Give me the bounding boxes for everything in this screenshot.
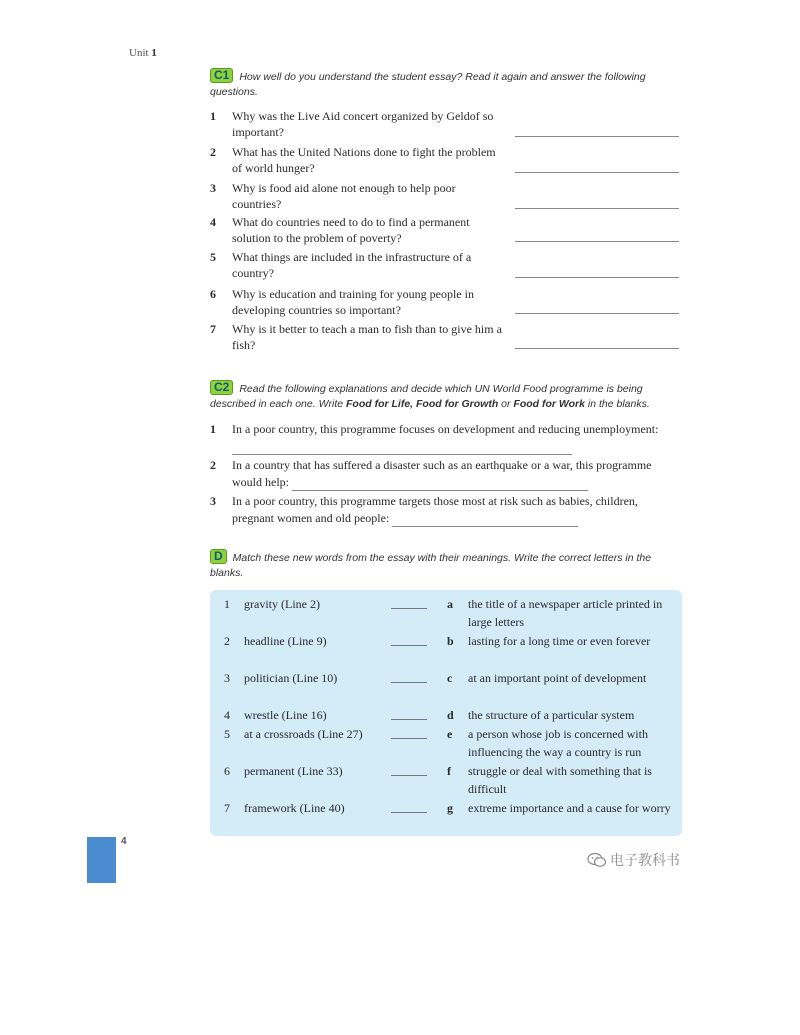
word-number: 7 — [224, 801, 230, 815]
c2-item — [210, 493, 680, 529]
letter-blank[interactable] — [391, 682, 427, 683]
word-term: wrestle (Line 16) — [244, 708, 327, 722]
item-text: In a poor country, this programme targets those most at risk such as babies, children, pregnant women and old people: — [232, 494, 638, 525]
c2-item — [210, 421, 680, 457]
word-number: 3 — [224, 671, 230, 685]
d-badge: D — [210, 549, 227, 564]
question-number: 3 — [210, 181, 216, 195]
letter-blank[interactable] — [391, 812, 427, 813]
meaning-text: extreme importance and a cause for worry — [468, 801, 671, 815]
question-text: Why was the Live Aid concert organized by Geldof so important? — [232, 109, 494, 139]
unit-number: 1 — [151, 47, 157, 59]
c1-instruction-text: How well do you understand the student essay? Read it again and answer the following questions. — [210, 71, 646, 98]
question-number: 7 — [210, 322, 216, 336]
word-number: 5 — [224, 727, 230, 741]
question-text: What has the United Nations done to fight the problem of world hunger? — [232, 145, 496, 175]
word-term: framework (Line 40) — [244, 801, 345, 815]
question-text: What do countries need to do to find a permanent solution to the problem of poverty? — [232, 215, 470, 245]
word-term: politician (Line 10) — [244, 671, 338, 685]
unit-header — [129, 47, 157, 59]
question-text: What things are included in the infrastructure of a country? — [232, 250, 472, 280]
c2-instruction — [210, 380, 682, 412]
answer-blank[interactable] — [292, 478, 588, 491]
item-text: In a poor country, this programme focuses on development and reducing unemployment: — [232, 422, 659, 436]
meaning-text: lasting for a long time or even forever — [468, 634, 651, 648]
answer-line[interactable] — [515, 172, 679, 173]
watermark — [587, 850, 680, 870]
c1-question — [210, 108, 680, 142]
c1-question — [210, 286, 680, 320]
letter-blank[interactable] — [391, 775, 427, 776]
page-tab — [87, 837, 116, 883]
answer-line[interactable] — [515, 241, 679, 242]
d-instruction-text: Match these new words from the essay with their meanings. Write the correct letters in the blanks. — [210, 552, 652, 579]
word-number: 1 — [224, 597, 230, 611]
meaning-letter: e — [447, 727, 453, 741]
wechat-icon — [587, 852, 607, 868]
question-number: 5 — [210, 250, 216, 264]
meaning-letter: a — [447, 597, 453, 611]
item-number: 3 — [210, 494, 216, 508]
c2-instruction-tail: in the blanks. — [584, 398, 650, 410]
c2-instruction-connector: or — [498, 398, 514, 410]
watermark-text: 电子教科书 — [610, 853, 680, 869]
letter-blank[interactable] — [391, 608, 427, 609]
meaning-text: the title of a newspaper article printed in large letters — [468, 597, 663, 629]
answer-blank[interactable] — [232, 442, 572, 455]
question-number: 6 — [210, 287, 216, 301]
question-text: Why is education and training for young people in developing countries so important? — [232, 287, 474, 317]
meaning-text: at an important point of development — [468, 671, 647, 685]
word-term: headline (Line 9) — [244, 634, 327, 648]
answer-line[interactable] — [515, 313, 679, 314]
meaning-text: a person whose job is concerned with influencing the way a country is run — [468, 727, 648, 759]
page-number: 4 — [121, 836, 127, 847]
meaning-letter: c — [447, 671, 453, 685]
meaning-letter: g — [447, 801, 453, 815]
c1-question — [210, 214, 680, 248]
c2-instruction-text: Read the following explanations and decide which UN World Food programme is being described in each one. Write — [210, 383, 643, 410]
option-food-for-growth: Food for Growth — [416, 398, 499, 410]
c2-item — [210, 457, 680, 493]
meaning-letter: d — [447, 708, 454, 722]
question-text: Why is food aid alone not enough to help poor countries? — [232, 181, 456, 211]
question-number: 1 — [210, 109, 216, 123]
answer-line[interactable] — [515, 208, 679, 209]
option-food-for-life: Food for Life, — [346, 398, 414, 410]
answer-blank[interactable] — [392, 514, 578, 527]
c1-question — [210, 180, 680, 214]
unit-label: Unit — [129, 47, 149, 59]
word-number: 4 — [224, 708, 230, 722]
c2-badge: C2 — [210, 380, 233, 395]
c1-instruction — [210, 68, 682, 100]
item-number: 2 — [210, 458, 216, 472]
c1-question — [210, 144, 680, 178]
matching-box — [210, 590, 682, 836]
item-number: 1 — [210, 422, 216, 436]
c1-question — [210, 249, 680, 283]
letter-blank[interactable] — [391, 645, 427, 646]
word-term: gravity (Line 2) — [244, 597, 320, 611]
c1-question — [210, 321, 680, 355]
meaning-letter: b — [447, 634, 454, 648]
question-number: 4 — [210, 215, 216, 229]
option-food-for-work: Food for Work — [513, 398, 585, 410]
question-text: Why is it better to teach a man to fish than to give him a fish? — [232, 322, 502, 352]
letter-blank[interactable] — [391, 738, 427, 739]
meaning-letter: f — [447, 764, 451, 778]
answer-line[interactable] — [515, 348, 679, 349]
word-term: permanent (Line 33) — [244, 764, 343, 778]
d-instruction — [210, 549, 682, 581]
meaning-text: struggle or deal with something that is difficult — [468, 764, 652, 796]
word-number: 6 — [224, 764, 230, 778]
c1-badge: C1 — [210, 68, 233, 83]
word-number: 2 — [224, 634, 230, 648]
word-term: at a crossroads (Line 27) — [244, 727, 363, 741]
answer-line[interactable] — [515, 277, 679, 278]
letter-blank[interactable] — [391, 719, 427, 720]
answer-line[interactable] — [515, 136, 679, 137]
question-number: 2 — [210, 145, 216, 159]
item-text: In a country that has suffered a disaster such as an earthquake or a war, this programme would help: — [232, 458, 652, 489]
meaning-text: the structure of a particular system — [468, 708, 635, 722]
